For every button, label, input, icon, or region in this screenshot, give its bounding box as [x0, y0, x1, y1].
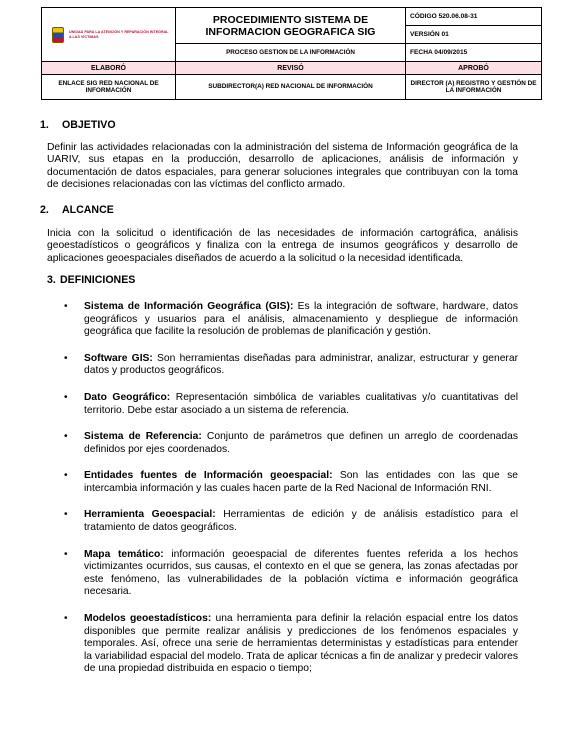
bullet-icon: •	[64, 300, 68, 312]
section-title: OBJETIVO	[62, 119, 116, 131]
section-number: 3.	[47, 274, 56, 287]
role-aprobo: APROBÓ	[406, 62, 542, 75]
bullet-icon: •	[64, 509, 68, 521]
logo-cell	[42, 8, 176, 62]
definitions-list	[40, 301, 518, 676]
definition-term: Software GIS:	[84, 352, 153, 364]
bullet-icon: •	[64, 352, 68, 364]
section-heading-scope	[40, 204, 518, 217]
section-title: ALCANCE	[62, 203, 114, 216]
document-version: VERSIÓN 01	[406, 26, 542, 44]
definition-item	[40, 509, 518, 534]
document-body	[40, 119, 518, 676]
definition-term: Sistema de Información Geográfica (GIS):	[84, 300, 294, 312]
definition-text: Son las entidades con las que se intercambia información y las cuales hacen parte de la Red Nacional de Información RNI.	[84, 470, 518, 494]
definition-text: Herramientas de edición y de análisis estadístico para el tratamiento de datos geográficos.	[84, 509, 519, 534]
definition-item	[40, 613, 518, 676]
objective-text: Definir las actividades relacionadas con la administración del sistema de Información geográfica de la UARIV, sus etapas en la producción, desarrollo de aplicaciones, análisis de información y documentación de datos espaciales, para generar soluciones integrales que contribuyan con la toma de decisiones relacionadas con las víctimas del conflicto armado.	[47, 141, 518, 191]
role-reviso: REVISÓ	[176, 62, 406, 75]
document-code: CÓDIGO 520.06.08-31	[406, 8, 542, 26]
document-title: PROCEDIMIENTO SISTEMA DE INFORMACION GEOGRAFICA SIG	[205, 13, 376, 38]
role-elaboro: ELABORÓ	[42, 62, 176, 75]
bullet-icon: •	[64, 613, 68, 625]
signers-row	[42, 75, 542, 100]
logo-text: UNIDAD PARA LA ATENCIÓN Y REPARACIÓN INTEGRAL A LAS VÍCTIMAS	[69, 30, 169, 39]
bullet-icon: •	[64, 470, 68, 482]
definition-text: una herramienta para definir la relación espacial entre los datos disponibles que permite realizar análisis y predicciones de los fenómenos espaciales y temporales. Así, ofrece una serie de herramientas deterministas y estadísticas para entender la variabilidad espacial del modelo. Trata de aplicar técnicas a fin de analizar y predecir valores de una propiedad distribuida en espacio o tiempo;	[84, 613, 518, 675]
definition-term: Sistema de Referencia:	[84, 431, 202, 443]
definition-item	[40, 353, 518, 378]
bullet-icon: •	[64, 548, 68, 560]
section-title: DEFINICIONES	[60, 274, 136, 287]
definition-text: Es la integración de software, hardware, datos geográficos y usuarios para el análisis, almacenamiento y despliegue de información geográfica que facilite la resolución de problemas de planificación y gestión.	[84, 300, 518, 338]
document-header-table	[41, 7, 542, 100]
signer-aprobo: DIRECTOR (A) REGISTRO Y GESTIÓN DE LA INFORMACIÓN	[406, 75, 542, 100]
entity-logo	[42, 27, 175, 43]
section-number: 2.	[40, 203, 49, 216]
definition-term: Mapa temático:	[84, 548, 164, 560]
section-heading-objective	[40, 119, 518, 132]
definition-text: información geoespacial de diferentes fuentes referida a los hechos victimizantes ocurridos, sus causas, el contexto en el que se genera, las zonas afectadas por este fenómeno, las vulnerabilidades de la población víctima e información geográfica necesaria.	[84, 548, 518, 598]
definition-item	[40, 470, 518, 495]
process-name: PROCESO GESTION DE LA INFORMACIÓN	[176, 44, 406, 62]
definition-text: Representación simbólica de variables cualitativas y/o cuantitativas del territorio. Debe estar asociado a un sistema de referencia.	[84, 391, 518, 416]
document-date: FECHA 04/09/2015	[406, 44, 542, 62]
roles-row	[42, 62, 542, 75]
signer-elaboro: ENLACE SIG RED NACIONAL DE INFORMACIÓN	[42, 75, 176, 100]
section-number: 1.	[40, 119, 49, 131]
definition-term: Herramienta Geoespacial:	[84, 509, 216, 521]
definition-term: Modelos geoestadísticos:	[84, 613, 212, 625]
section-heading-definitions	[40, 274, 518, 287]
title-cell	[176, 8, 406, 44]
definition-term: Entidades fuentes de Información geoespacial:	[84, 470, 333, 482]
definition-text: Son herramientas diseñadas para administrar, analizar, estructurar y generar datos y productos geográficos.	[84, 352, 519, 377]
definition-text: Conjunto de parámetros que definen un arreglo de coordenadas definidos por ejes coordenados.	[84, 431, 518, 455]
bullet-icon: •	[64, 391, 68, 403]
coat-of-arms-icon	[52, 27, 64, 43]
definition-term: Dato Geográfico:	[84, 391, 171, 403]
definition-item	[40, 431, 518, 456]
definition-item	[40, 301, 518, 339]
signer-reviso: SUBDIRECTOR(A) RED NACIONAL DE INFORMACIÓN	[176, 75, 406, 100]
bullet-icon: •	[64, 431, 68, 443]
definition-item	[40, 392, 518, 417]
scope-text: Inicia con la solicitud o identificación de las necesidades de información cartográfica, análisis geoestadísticos o geográficos y finaliza con la entrega de insumos geográficos y desarrollo de aplicaciones geoespaciales diseñados de acuerdo a la solicitud o la necesidad identificada.	[47, 227, 518, 264]
definition-item	[40, 549, 518, 599]
